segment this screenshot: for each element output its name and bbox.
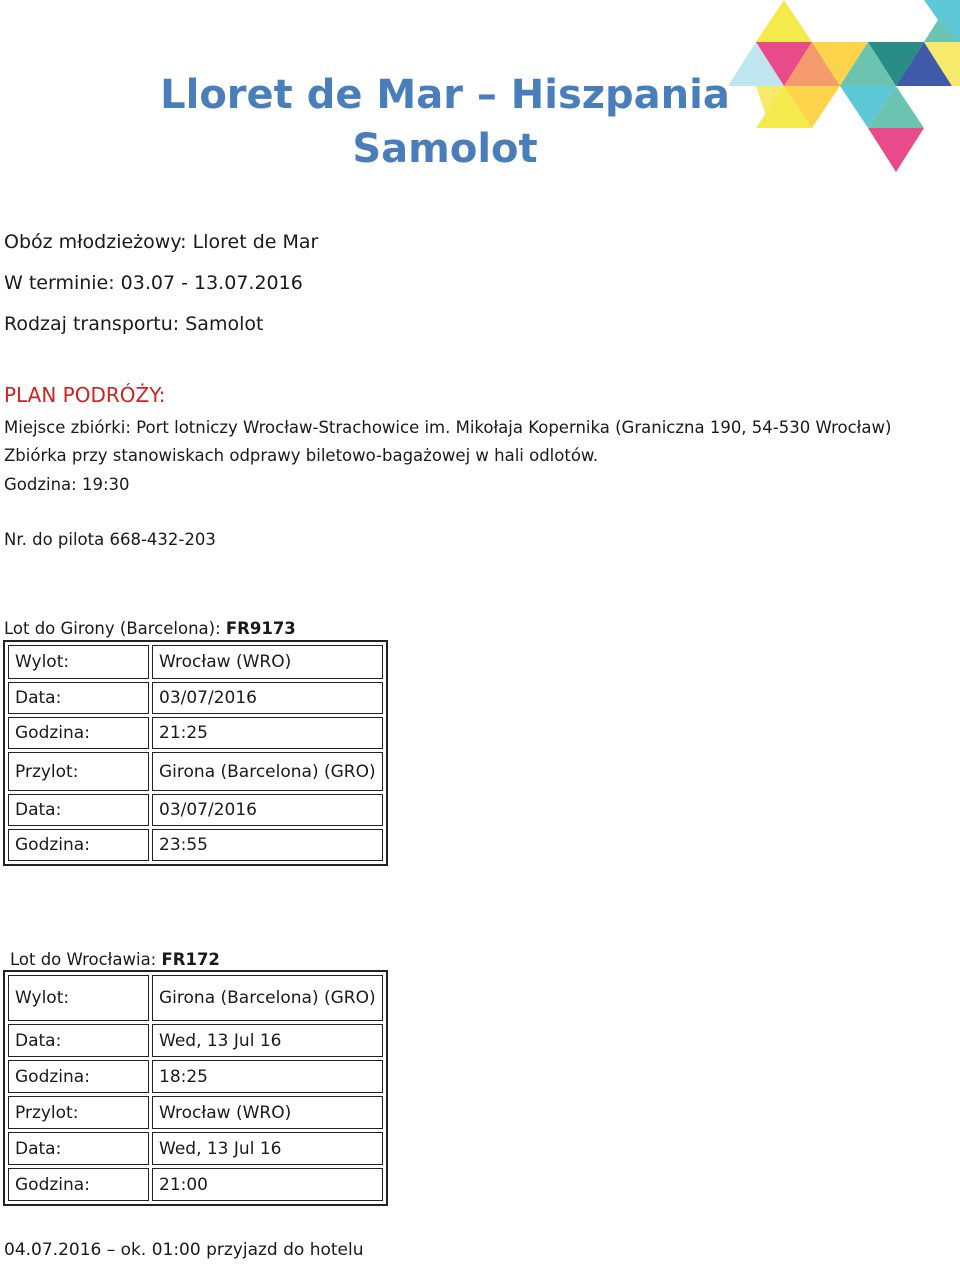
row-label: Data: [8, 682, 149, 714]
triangle-mosaic-logo-icon [728, 0, 960, 176]
meeting-time: Godzina: 19:30 [4, 475, 130, 494]
row-label: Wylot: [8, 645, 149, 679]
term-info: W terminie: 03.07 - 13.07.2016 [4, 272, 303, 294]
row-value: Wed, 13 Jul 16 [152, 1132, 383, 1165]
transport-info: Rodzaj transportu: Samolot [4, 313, 264, 335]
title-line-2: Samolot [352, 126, 538, 172]
flight-back-heading [10, 950, 220, 969]
flight-out-code: FR9173 [225, 619, 296, 638]
row-label: Godzina: [8, 1168, 149, 1201]
row-value: 21:00 [152, 1168, 383, 1201]
plan-heading: PLAN PODRÓŻY: [4, 383, 166, 407]
table-row [8, 717, 383, 749]
table-row [8, 645, 383, 679]
flight-out-label: Lot do Girony (Barcelona): [4, 619, 226, 638]
title-line-1: Lloret de Mar – Hiszpania [160, 72, 730, 118]
pilot-phone: Nr. do pilota 668-432-203 [4, 530, 216, 549]
flight-back-table [3, 970, 388, 1206]
row-label: Przylot: [8, 1096, 149, 1129]
row-value: Girona (Barcelona) (GRO) [152, 752, 383, 791]
table-row [8, 829, 383, 861]
row-label: Data: [8, 1132, 149, 1165]
table-row [8, 1024, 383, 1057]
row-label: Data: [8, 1024, 149, 1057]
row-label: Przylot: [8, 752, 149, 791]
table-row [8, 794, 383, 826]
row-value: Wed, 13 Jul 16 [152, 1024, 383, 1057]
row-value: Wrocław (WRO) [152, 1096, 383, 1129]
table-row [8, 1060, 383, 1093]
row-value: 21:25 [152, 717, 383, 749]
table-row [8, 975, 383, 1021]
row-value: 23:55 [152, 829, 383, 861]
flight-back-code: FR172 [161, 950, 220, 969]
row-label: Godzina: [8, 829, 149, 861]
page-title [150, 68, 740, 176]
row-label: Godzina: [8, 717, 149, 749]
hotel-arrival-note: 04.07.2016 – ok. 01:00 przyjazd do hotelu [4, 1240, 364, 1260]
row-value: Wrocław (WRO) [152, 645, 383, 679]
flight-back-label: Lot do Wrocławia: [10, 950, 162, 969]
table-row [8, 1096, 383, 1129]
table-row [8, 1168, 383, 1201]
row-value: Girona (Barcelona) (GRO) [152, 975, 383, 1021]
flight-out-table [3, 640, 388, 866]
meeting-place: Miejsce zbiórki: Port lotniczy Wrocław-Strachowice im. Mikołaja Kopernika (Graniczna 190, 54-530 Wrocław) [4, 418, 892, 437]
row-value: 03/07/2016 [152, 794, 383, 826]
meeting-note: Zbiórka przy stanowiskach odprawy biletowo-bagażowej w hali odlotów. [4, 446, 599, 465]
row-label: Data: [8, 794, 149, 826]
flight-out-heading [4, 619, 296, 638]
camp-info: Obóz młodzieżowy: Lloret de Mar [4, 231, 319, 253]
table-row [8, 682, 383, 714]
row-value: 03/07/2016 [152, 682, 383, 714]
row-label: Wylot: [8, 975, 149, 1021]
row-label: Godzina: [8, 1060, 149, 1093]
table-row [8, 752, 383, 791]
table-row [8, 1132, 383, 1165]
row-value: 18:25 [152, 1060, 383, 1093]
